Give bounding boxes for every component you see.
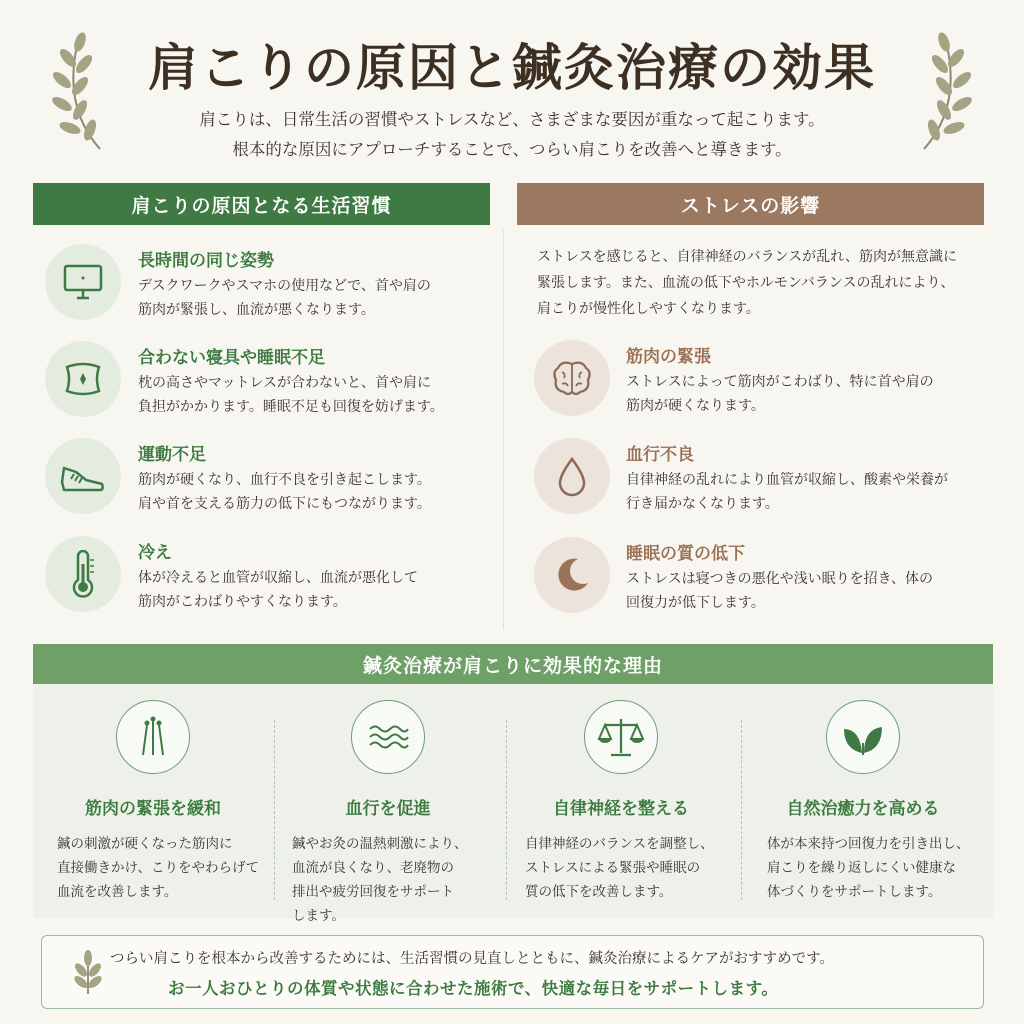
reason-title: 血行を促進 [345, 799, 431, 819]
stress-title: 筋肉の緊張 [626, 347, 711, 367]
reason-desc: 鍼の刺激が硬くなった筋肉に 直接働きかけ、こりをやわらげて 血流を改善します。 [57, 836, 259, 900]
balance-scale-icon [584, 700, 658, 774]
stress-intro: ストレスを感じると、自律神経のバランスが乱れ、筋肉が無意識に 緊張します。また、血流の低下やホルモンバランスの乱れにより、 肩こりが慢性化しやすくなります。 [537, 249, 957, 317]
reason-item [270, 700, 506, 928]
reason-title: 筋肉の緊張を緩和 [85, 799, 221, 819]
footer-line-2: お一人おひとりの体質や状態に合わせた施術で、快適な毎日をサポートします。 [168, 979, 779, 998]
sprout-icon [72, 948, 104, 996]
stress-item [534, 537, 994, 617]
stress-title: 血行不良 [626, 445, 694, 465]
habit-title: 合わない寝具や睡眠不足 [138, 348, 325, 368]
footer-line-1: つらい肩こりを根本から改善するためには、生活習慣の見直しとともに、鍼灸治療によるケアがおすすめです。 [110, 951, 834, 967]
habit-desc: 体が冷えると血管が収縮し、血流が悪化して 筋肉がこわばりやすくなります。 [138, 570, 418, 610]
shoe-icon [45, 438, 121, 514]
pillow-icon [45, 341, 121, 417]
stress-desc: ストレスによって筋肉がこわばり、特に首や肩の 筋肉が硬くなります。 [626, 374, 934, 414]
reason-desc: 体が本来持つ回復力を引き出し、 肩こりを繰り返しにくい健康な 体づくりをサポートします。 [767, 836, 970, 900]
intro-line-1: 肩こりは、日常生活の習慣やストレスなど、さまざまな要因が重なって起こります。 [199, 110, 825, 129]
reasons-section-header: 鍼灸治療が肩こりに効果的な理由 [33, 644, 993, 684]
habit-title: 運動不足 [138, 445, 206, 465]
habit-title: 冷え [138, 543, 172, 563]
habit-item [45, 536, 505, 616]
brain-icon [534, 340, 610, 416]
reason-title: 自然治癒力を高める [786, 799, 940, 819]
stress-item [534, 438, 994, 518]
droplet-icon [534, 438, 610, 514]
reason-item [503, 700, 739, 904]
habit-desc: 筋肉が硬くなり、血行不良を引き起こします。 肩や首を支える筋力の低下にもつながります。 [138, 472, 431, 512]
habits-section-header: 肩こりの原因となる生活習慣 [33, 183, 490, 225]
intro-line-2: 根本的な原因にアプローチすることで、つらい肩こりを改善へと導きます。 [232, 140, 792, 159]
reason-divider [741, 720, 742, 900]
habit-desc: デスクワークやスマホの使用などで、首や肩の 筋肉が緊張し、血流が悪くなります。 [138, 278, 431, 318]
habit-desc: 枕の高さやマットレスが合わないと、首や肩に 負担がかかります。睡眠不足も回復を妨げます。 [138, 375, 444, 415]
habit-item [45, 341, 505, 421]
reason-title: 自律神経を整える [553, 799, 689, 819]
habit-title: 長時間の同じ姿勢 [138, 251, 274, 271]
stress-desc: 自律神経の乱れにより血管が収縮し、酸素や栄養が 行き届かなくなります。 [626, 472, 948, 512]
waves-icon [351, 700, 425, 774]
reason-desc: 鍼やお灸の温熱刺激により、 血流が良くなり、老廃物の 排出や疲労回復をサポート します。 [292, 836, 468, 924]
stress-item [534, 340, 994, 420]
page-title: 肩こりの原因と鍼灸治療の効果 [148, 38, 876, 97]
habit-item [45, 438, 505, 518]
moon-icon [534, 537, 610, 613]
needles-icon [116, 700, 190, 774]
stress-title: 睡眠の質の低下 [626, 544, 745, 564]
stress-section-header: ストレスの影響 [517, 183, 984, 225]
reason-item [35, 700, 271, 904]
monitor-icon [45, 244, 121, 320]
leaves-icon [826, 700, 900, 774]
reason-desc: 自律神経のバランスを調整し、 ストレスによる緊張や睡眠の 質の低下を改善します。 [525, 836, 714, 900]
thermometer-icon [45, 536, 121, 612]
reason-item [745, 700, 981, 904]
habit-item [45, 244, 505, 324]
stress-desc: ストレスは寝つきの悪化や浅い眠りを招き、体の 回復力が低下します。 [626, 571, 934, 611]
